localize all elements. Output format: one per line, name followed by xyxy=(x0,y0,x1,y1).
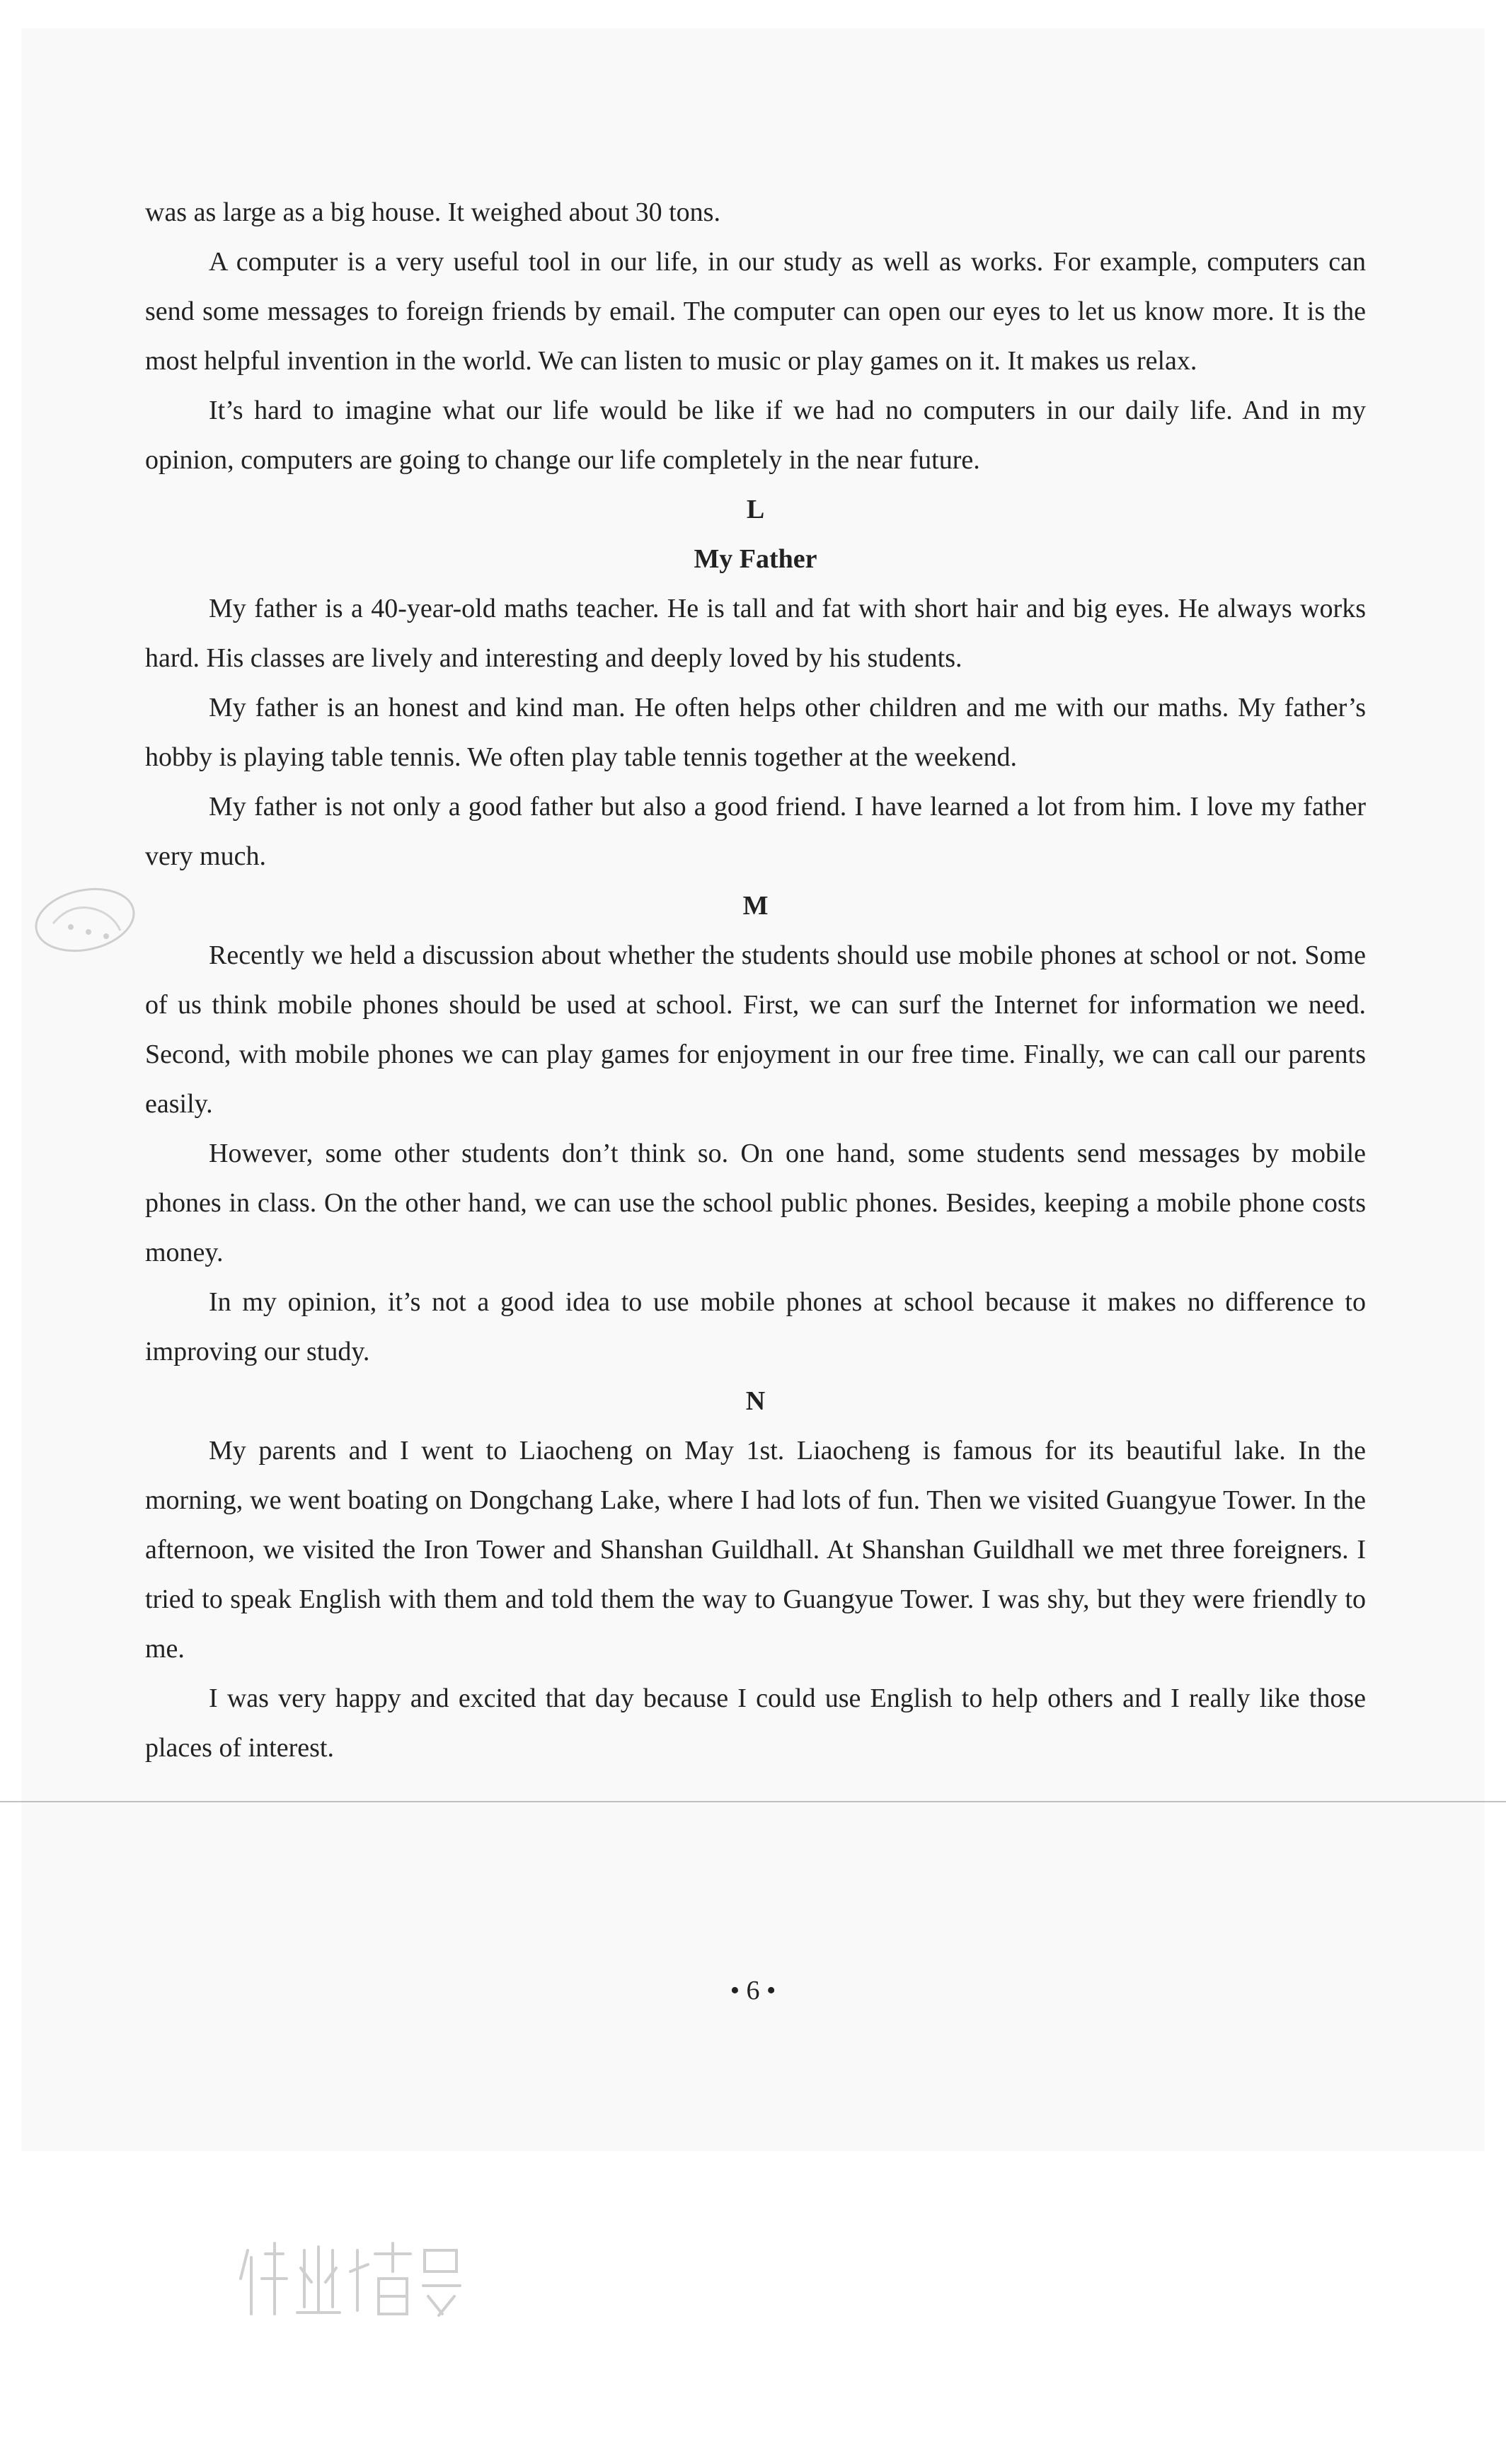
section-intro xyxy=(145,188,1366,485)
paragraph: A computer is a very useful tool in our life, in our study as well as works. For example, computers can send some messages to foreign friends by email. The computer can open our eyes to let us know more. It is the most helpful invention in the world. We can listen to music or play games on it. It makes us relax. xyxy=(145,247,1366,376)
paragraph: was as large as a big house. It weighed about 30 tons. xyxy=(145,197,720,227)
paragraph: However, some other students don’t think so. On one hand, some students send messages by mobile phones in class. On the other hand, we can use the school public phones. Besides, keeping a mobile phone costs money. xyxy=(145,1139,1366,1267)
page-crease-line xyxy=(0,1801,1506,1802)
paragraph: My parents and I went to Liaocheng on May 1st. Liaocheng is famous for its beautiful lake. In the morning, we went boating on Dongchang Lake, where I had lots of fun. Then we visited Guangyue Tower. In the afternoon, we visited the Iron Tower and Shanshan Guildhall. At Shanshan Guildhall we met three foreigners. I tried to speak English with them and told them the way to Guangyue Tower. I was shy, but they were friendly to me. xyxy=(145,1436,1366,1664)
paragraph: My father is not only a good father but also a good friend. I have learned a lot from him. I love my father very much. xyxy=(145,792,1366,871)
paragraph: Recently we held a discussion about whether the students should use mobile phones at school or not. Some of us think mobile phones should be used at school. First, we can surf the Internet for information we need. Second, with mobile phones we can play games for enjoyment in our free time. Finally, we can call our parents easily. xyxy=(145,940,1366,1119)
paragraph: It’s hard to imagine what our life would be like if we had no computers in our daily life. And in my opinion, computers are going to change our life completely in the near future. xyxy=(145,396,1366,475)
section-n xyxy=(145,1376,1366,1773)
paragraph: I was very happy and excited that day because I could use English to help others and I really like those places of interest. xyxy=(145,1683,1366,1763)
paragraph: My father is a 40-year-old maths teacher. He is tall and fat with short hair and big eyes. He always works hard. His classes are lively and interesting and deeply loved by his students. xyxy=(145,594,1366,673)
section-m xyxy=(145,881,1366,1376)
watermark-stamp-icon xyxy=(28,881,142,959)
section-letter: L xyxy=(746,495,765,524)
document-body xyxy=(145,188,1366,1773)
watermark-logo-icon xyxy=(234,2229,467,2328)
section-l xyxy=(145,485,1366,881)
page-number: • 6 • xyxy=(730,1976,776,2005)
section-letter: N xyxy=(745,1386,766,1416)
paragraph: In my opinion, it’s not a good idea to use mobile phones at school because it makes no difference to improving our study. xyxy=(145,1287,1366,1366)
paragraph: My father is an honest and kind man. He often helps other children and me with our maths. My father’s hobby is playing table tennis. We often play table tennis together at the weekend. xyxy=(145,693,1366,772)
section-letter: M xyxy=(742,891,769,921)
section-title: My Father xyxy=(694,544,817,574)
